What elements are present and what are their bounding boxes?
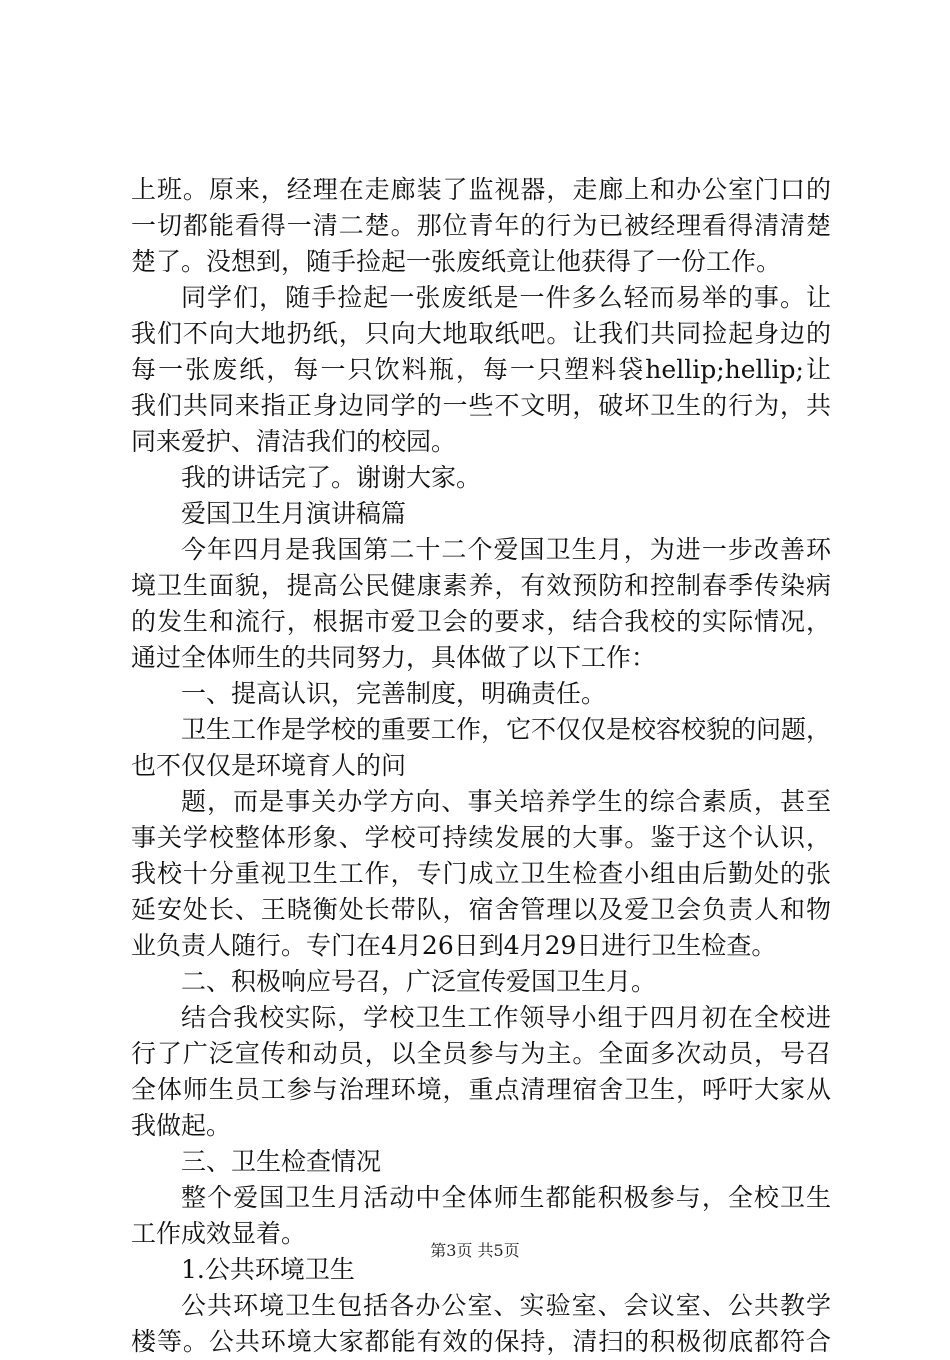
text-line: 我们共同来指正身边同学的一些不文明，破坏卫生的行为，共 [131,391,831,420]
page-footer: 第3页 共5页 [430,1241,520,1260]
text-line: 一切都能看得一清二楚。那位青年的行为已被经理看得清清楚 [131,211,831,240]
text-line: 的发生和流行，根据市爱卫会的要求，结合我校的实际情况， [131,607,831,636]
text-line: 工作成效显着。 [131,1219,307,1248]
text-line: 结合我校实际，学校卫生工作领导小组于四月初在全校进 [181,1003,831,1032]
text-line: 上班。原来，经理在走廊装了监视器，走廊上和办公室门口的 [131,175,831,204]
text-line: 每一张废纸，每一只饮料瓶，每一只塑料袋hellip;hellip;让 [131,355,831,384]
text-line: 卫生工作是学校的重要工作，它不仅仅是校容校貌的问题， [181,715,832,744]
text-line: 也不仅仅是环境育人的问 [131,751,407,780]
document-body [131,172,831,1360]
text-line: 楚了。没想到，随手捡起一张废纸竟让他获得了一份工作。 [131,247,782,276]
text-line: 通过全体师生的共同努力，具体做了以下工作： [131,643,657,672]
text-line: 二、积极响应号召，广泛宣传爱国卫生月。 [181,967,657,996]
text-line: 我们不向大地扔纸，只向大地取纸吧。让我们共同捡起身边的 [131,319,831,348]
text-line: 三、卫生检查情况 [181,1147,382,1176]
text-line: 楼等。公共环境大家都能有效的保持，清扫的积极彻底都符合 [131,1327,831,1356]
text-line: 整个爱国卫生月活动中全体师生都能积极参与，全校卫生 [181,1183,831,1212]
text-line: 今年四月是我国第二十二个爱国卫生月，为进一步改善环 [181,535,831,564]
text-line: 一、提高认识，完善制度，明确责任。 [181,679,607,708]
text-line: 我的讲话完了。谢谢大家。 [181,463,482,492]
text-line: 延安处长、王晓衡处长带队，宿舍管理以及爱卫会负责人和物 [131,895,831,924]
text-line: 公共环境卫生包括各办公室、实验室、会议室、公共教学 [181,1291,831,1320]
text-line: 境卫生面貌，提高公民健康素养，有效预防和控制春季传染病 [131,571,831,600]
text-line: 同学们，随手捡起一张废纸是一件多么轻而易举的事。让 [181,283,831,312]
text-line: 行了广泛宣传和动员，以全员参与为主。全面多次动员，号召 [131,1039,831,1068]
text-line: 题，而是事关办学方向、事关培养学生的综合素质，甚至 [181,787,831,816]
text-line: 全体师生员工参与治理环境，重点清理宿舍卫生，呼吁大家从 [131,1075,831,1104]
text-line: 我校十分重视卫生工作，专门成立卫生检查小组由后勤处的张 [131,859,831,888]
text-line: 1.公共环境卫生 [181,1255,355,1284]
text-line: 同来爱护、清洁我们的校园。 [131,427,457,456]
text-line: 事关学校整体形象、学校可持续发展的大事。鉴于这个认识， [131,823,831,852]
text-line: 业负责人随行。专门在4月26日到4月29日进行卫生检查。 [131,931,777,960]
text-line: 爱国卫生月演讲稿篇 [181,499,407,528]
text-line: 我做起。 [131,1111,232,1140]
